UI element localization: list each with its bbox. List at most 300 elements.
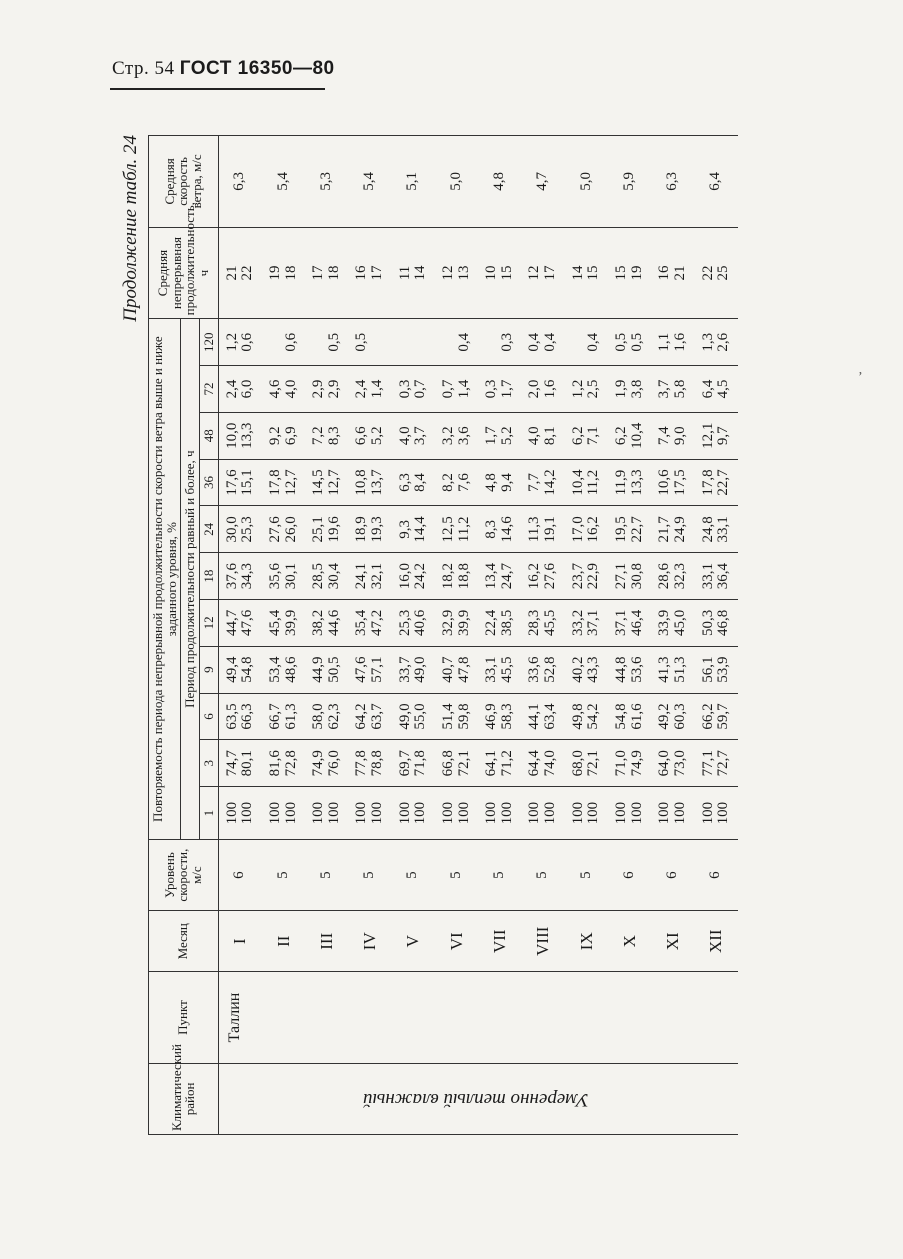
value: 4,0 <box>282 379 299 399</box>
value: 45,5 <box>498 656 515 683</box>
value: 100 <box>439 801 456 825</box>
value: 52,8 <box>542 656 559 683</box>
value: 50,5 <box>325 656 342 683</box>
value: 8,1 <box>542 426 559 446</box>
value: 100 <box>656 801 673 825</box>
value: 38,5 <box>498 609 515 637</box>
value-cell <box>565 600 608 647</box>
value-cell <box>651 693 694 740</box>
period-header: 6 <box>199 693 218 740</box>
value: 0,4 <box>585 332 602 352</box>
value-cell <box>435 506 478 553</box>
value: 100 <box>542 801 559 825</box>
value: 100 <box>612 801 629 825</box>
value: 100 <box>671 801 688 825</box>
value: 100 <box>325 801 342 825</box>
value-cell <box>435 412 478 459</box>
value: 49,0 <box>396 703 413 730</box>
month-cell: X <box>608 911 651 972</box>
value: 11,9 <box>612 469 629 496</box>
value-cell <box>695 459 738 506</box>
value-cell <box>262 366 305 413</box>
value-cell <box>565 693 608 740</box>
value-cell <box>651 646 694 693</box>
value: 40,6 <box>412 609 429 637</box>
value: 51,4 <box>439 703 456 730</box>
value: 1,6 <box>671 332 688 352</box>
value: 15 <box>585 265 602 281</box>
value: 0,4 <box>542 332 559 352</box>
point-name: Таллин <box>225 992 243 1043</box>
page-header <box>112 58 335 80</box>
value: 63,4 <box>542 703 559 730</box>
value: 100 <box>526 801 543 825</box>
month-cell: XI <box>651 911 694 972</box>
value: 74,7 <box>223 750 240 777</box>
value: 1,7 <box>498 379 515 399</box>
value-cell <box>348 412 391 459</box>
value: 100 <box>223 801 240 825</box>
avg-speed-cell: 5,4 <box>262 136 305 228</box>
value: 100 <box>239 801 256 825</box>
value: 59,7 <box>715 703 732 730</box>
value: 0,3 <box>498 332 515 352</box>
table-body <box>218 136 738 1135</box>
value-cell <box>522 412 565 459</box>
value-cell <box>651 459 694 506</box>
value: 8,2 <box>439 473 456 492</box>
value: 15,1 <box>239 469 256 496</box>
month-cell: VI <box>435 911 478 972</box>
value-cell <box>348 506 391 553</box>
value: 13,3 <box>628 469 645 496</box>
value: 27,1 <box>612 562 629 590</box>
value: 17,8 <box>266 469 283 496</box>
value-cell <box>651 366 694 413</box>
value-cell <box>565 740 608 787</box>
value-cell <box>305 693 348 740</box>
value: 39,9 <box>455 609 472 637</box>
avg-duration-cell <box>478 227 521 319</box>
value-cell <box>478 319 521 366</box>
value-cell <box>348 740 391 787</box>
value-cell <box>435 366 478 413</box>
month-cell: I <box>218 911 262 972</box>
value: 0,7 <box>412 379 429 399</box>
value: 22,4 <box>483 609 500 637</box>
value: 53,4 <box>266 656 283 683</box>
value: 6,0 <box>239 379 256 399</box>
period-header: 24 <box>199 506 218 553</box>
value: 74,9 <box>628 750 645 777</box>
avg-speed-cell: 5,3 <box>305 136 348 228</box>
value: 6,6 <box>353 426 370 446</box>
value: 71,8 <box>412 750 429 777</box>
value-cell <box>218 366 262 413</box>
value: 77,1 <box>699 750 716 777</box>
value-cell <box>218 459 262 506</box>
value-cell <box>608 412 651 459</box>
header-row-1 <box>149 136 181 1135</box>
value: 1,6 <box>542 379 559 399</box>
value: 21 <box>671 265 688 281</box>
value: 51,3 <box>671 656 688 683</box>
value-cell <box>478 412 521 459</box>
avg-speed-cell: 5,1 <box>392 136 435 228</box>
value-cell <box>522 366 565 413</box>
value-cell <box>565 553 608 600</box>
value: 100 <box>353 801 370 825</box>
value: 59,8 <box>455 703 472 730</box>
avg-duration-cell <box>218 227 262 319</box>
value: 4,6 <box>266 379 283 399</box>
avg-speed-cell: 5,4 <box>348 136 391 228</box>
table-caption: Продолжение табл. 24 <box>120 135 141 322</box>
value: 8,3 <box>483 519 500 539</box>
page-label: Стр. 54 <box>112 58 175 79</box>
value: 3,6 <box>455 426 472 446</box>
value: 49,0 <box>412 656 429 683</box>
value-cell <box>695 693 738 740</box>
level-cell: 5 <box>522 840 565 911</box>
header-rule <box>110 88 325 90</box>
value: 6,2 <box>569 426 586 446</box>
value: 17,0 <box>569 516 586 543</box>
region-name: Умеренно теплый влажный <box>362 1088 590 1110</box>
avg-speed-cell: 6,3 <box>218 136 262 228</box>
value: 43,3 <box>585 656 602 683</box>
value: 47,6 <box>353 656 370 683</box>
value: 66,3 <box>239 703 256 730</box>
level-cell: 5 <box>565 840 608 911</box>
value: 47,8 <box>455 656 472 683</box>
value: 6,2 <box>612 426 629 446</box>
value: 45,4 <box>266 609 283 637</box>
month-cell: IX <box>565 911 608 972</box>
value-cell <box>435 459 478 506</box>
value: 3,7 <box>412 426 429 446</box>
value-cell <box>348 646 391 693</box>
value: 3,7 <box>656 379 673 399</box>
value: 13,3 <box>239 422 256 449</box>
value: 9,2 <box>266 426 283 446</box>
value: 19 <box>266 265 283 281</box>
value: 33,1 <box>699 562 716 590</box>
avg-speed-cell: 4,8 <box>478 136 521 228</box>
value: 57,1 <box>369 656 386 683</box>
value: 13,7 <box>369 469 386 496</box>
value-cell <box>305 740 348 787</box>
value-cell <box>608 600 651 647</box>
value-cell <box>392 600 435 647</box>
value-cell <box>435 646 478 693</box>
level-cell: 6 <box>695 840 738 911</box>
period-header: 3 <box>199 740 218 787</box>
value-cell <box>608 319 651 366</box>
value-cell <box>478 506 521 553</box>
value-cell <box>651 506 694 553</box>
value: 45,5 <box>542 609 559 637</box>
value: 2,6 <box>715 332 732 352</box>
value: 53,6 <box>628 656 645 683</box>
level-cell: 6 <box>651 840 694 911</box>
value: 19 <box>628 265 645 281</box>
value: 24,9 <box>671 516 688 543</box>
value: 9,7 <box>715 426 732 446</box>
value: 56,1 <box>699 656 716 683</box>
avg-duration-cell <box>565 227 608 319</box>
value: 1,9 <box>612 379 629 399</box>
value: 47,2 <box>369 609 386 637</box>
value: 58,0 <box>310 703 327 730</box>
value: 37,1 <box>585 609 602 637</box>
level-cell: 5 <box>348 840 391 911</box>
value: 25,3 <box>239 516 256 543</box>
value: 64,1 <box>483 750 500 777</box>
value: 66,2 <box>699 703 716 730</box>
level-cell: 5 <box>478 840 521 911</box>
value: 21,7 <box>656 516 673 543</box>
value <box>484 322 500 362</box>
value-cell <box>608 693 651 740</box>
value: 37,1 <box>612 609 629 637</box>
value: 17 <box>310 265 327 281</box>
value: 24,7 <box>498 562 515 590</box>
value: 100 <box>455 801 472 825</box>
value: 12,7 <box>325 469 342 496</box>
value: 58,3 <box>498 703 515 730</box>
value: 18,2 <box>439 562 456 590</box>
value: 47,6 <box>239 609 256 637</box>
value-cell <box>262 740 305 787</box>
value: 37,6 <box>223 562 240 590</box>
value-cell <box>565 787 608 840</box>
value: 49,2 <box>656 703 673 730</box>
value-cell <box>651 553 694 600</box>
value: 100 <box>412 801 429 825</box>
value: 0,7 <box>439 379 456 399</box>
value-cell <box>565 412 608 459</box>
value <box>268 322 284 362</box>
value: 40,7 <box>439 656 456 683</box>
value-cell <box>695 319 738 366</box>
value-cell <box>435 787 478 840</box>
value-cell <box>305 366 348 413</box>
value: 38,2 <box>310 609 327 637</box>
value-cell <box>262 412 305 459</box>
value: 18,8 <box>455 562 472 590</box>
value: 14,5 <box>310 469 327 496</box>
value: 3,2 <box>439 426 456 446</box>
value <box>370 322 386 362</box>
value: 12,7 <box>282 469 299 496</box>
avg-duration-cell <box>305 227 348 319</box>
value: 44,8 <box>612 656 629 683</box>
value: 78,8 <box>369 750 386 777</box>
value: 100 <box>498 801 515 825</box>
value: 33,1 <box>715 516 732 543</box>
value: 35,6 <box>266 562 283 590</box>
value: 13 <box>455 265 472 281</box>
avg-speed-cell: 6,4 <box>695 136 738 228</box>
value: 14 <box>569 265 586 281</box>
value: 0,6 <box>282 332 299 352</box>
value-cell <box>522 553 565 600</box>
value: 0,5 <box>628 332 645 352</box>
month-cell: IV <box>348 911 391 972</box>
value: 40,2 <box>569 656 586 683</box>
value: 17 <box>369 265 386 281</box>
value: 16,0 <box>396 562 413 590</box>
value-cell <box>478 646 521 693</box>
avg-duration-cell <box>608 227 651 319</box>
value: 26,0 <box>282 516 299 543</box>
value-cell <box>651 600 694 647</box>
value: 100 <box>369 801 386 825</box>
value-cell <box>565 319 608 366</box>
value-cell <box>435 553 478 600</box>
rotated-table-region <box>120 135 770 1135</box>
value: 24,8 <box>699 516 716 543</box>
value: 72,8 <box>282 750 299 777</box>
value: 100 <box>715 801 732 825</box>
value: 41,3 <box>656 656 673 683</box>
value-cell <box>695 366 738 413</box>
month-cell: III <box>305 911 348 972</box>
level-cell: 6 <box>218 840 262 911</box>
value: 50,3 <box>699 609 716 637</box>
avg-speed-cell: 5,9 <box>608 136 651 228</box>
col-repeat: Повторяемость периода непрерывной продолжительности скорости ветра выше и ниже заданного уровня, % <box>149 319 181 840</box>
value: 64,4 <box>526 750 543 777</box>
value: 4,5 <box>715 379 732 399</box>
value: 49,8 <box>569 703 586 730</box>
value: 0,5 <box>353 332 370 352</box>
value: 64,0 <box>656 750 673 777</box>
value: 66,7 <box>266 703 283 730</box>
value: 9,3 <box>396 519 413 539</box>
value-cell <box>565 646 608 693</box>
value-cell <box>305 459 348 506</box>
value: 30,4 <box>325 562 342 590</box>
value: 16 <box>353 265 370 281</box>
value: 8,4 <box>412 473 429 492</box>
value: 100 <box>699 801 716 825</box>
value: 17 <box>542 265 559 281</box>
value-cell <box>392 740 435 787</box>
value-cell <box>262 319 305 366</box>
value: 17,6 <box>223 469 240 496</box>
value <box>571 322 587 362</box>
avg-duration-cell <box>522 227 565 319</box>
value: 24,2 <box>412 562 429 590</box>
value-cell <box>565 366 608 413</box>
value-cell <box>651 319 694 366</box>
value: 66,8 <box>439 750 456 777</box>
value: 19,6 <box>325 516 342 543</box>
col-region: Климатический район <box>149 1063 219 1134</box>
value-cell <box>651 412 694 459</box>
value-cell <box>392 553 435 600</box>
value: 24,1 <box>353 562 370 590</box>
value: 22,7 <box>628 516 645 543</box>
wind-table <box>148 135 738 1135</box>
value: 54,8 <box>612 703 629 730</box>
col-avg-duration: Средняя непрерывная продолжительность, ч <box>149 227 219 319</box>
period-header: 36 <box>199 459 218 506</box>
value: 18,9 <box>353 516 370 543</box>
value: 0,4 <box>455 332 472 352</box>
value-cell <box>522 319 565 366</box>
value-cell <box>522 506 565 553</box>
value: 46,8 <box>715 609 732 637</box>
value-cell <box>478 600 521 647</box>
value: 12,5 <box>439 516 456 543</box>
value: 1,4 <box>455 379 472 399</box>
col-level: Уровень скорости, м/с <box>149 840 219 911</box>
value-cell <box>392 459 435 506</box>
col-period: Период продолжительности равный и более, ч <box>181 319 200 840</box>
value: 1,2 <box>569 379 586 399</box>
value: 10,4 <box>628 422 645 449</box>
value: 28,6 <box>656 562 673 590</box>
value-cell <box>262 787 305 840</box>
point-cell <box>218 972 738 1064</box>
avg-duration-cell <box>262 227 305 319</box>
value-cell <box>522 646 565 693</box>
value-cell <box>392 319 435 366</box>
value-cell <box>478 553 521 600</box>
value: 4,0 <box>396 426 413 446</box>
value-cell <box>522 600 565 647</box>
month-cell: V <box>392 911 435 972</box>
value: 61,3 <box>282 703 299 730</box>
value-cell <box>348 319 391 366</box>
value: 19,1 <box>542 516 559 543</box>
region-cell <box>218 1063 738 1134</box>
avg-speed-cell: 4,7 <box>522 136 565 228</box>
value-cell <box>392 646 435 693</box>
month-cell: VIII <box>522 911 565 972</box>
scan-mark: ʼ <box>858 370 863 385</box>
value-cell <box>435 600 478 647</box>
value-cell <box>305 412 348 459</box>
value: 22 <box>699 265 716 281</box>
value: 44,6 <box>325 609 342 637</box>
value: 25,1 <box>310 516 327 543</box>
value: 25 <box>715 265 732 281</box>
value-cell <box>478 366 521 413</box>
value-cell <box>522 693 565 740</box>
value: 39,9 <box>282 609 299 637</box>
value: 100 <box>282 801 299 825</box>
value-cell <box>392 787 435 840</box>
period-header: 9 <box>199 646 218 693</box>
value: 30,8 <box>628 562 645 590</box>
value: 8,3 <box>325 426 342 446</box>
value-cell <box>262 553 305 600</box>
value: 7,6 <box>455 473 472 492</box>
value: 73,0 <box>671 750 688 777</box>
value: 48,6 <box>282 656 299 683</box>
value-cell <box>478 693 521 740</box>
value: 7,7 <box>526 473 543 492</box>
gost-number: ГОСТ 16350—80 <box>179 58 335 79</box>
value-cell <box>608 366 651 413</box>
col-point: Пункт <box>149 972 219 1064</box>
value: 100 <box>628 801 645 825</box>
value: 12 <box>439 265 456 281</box>
